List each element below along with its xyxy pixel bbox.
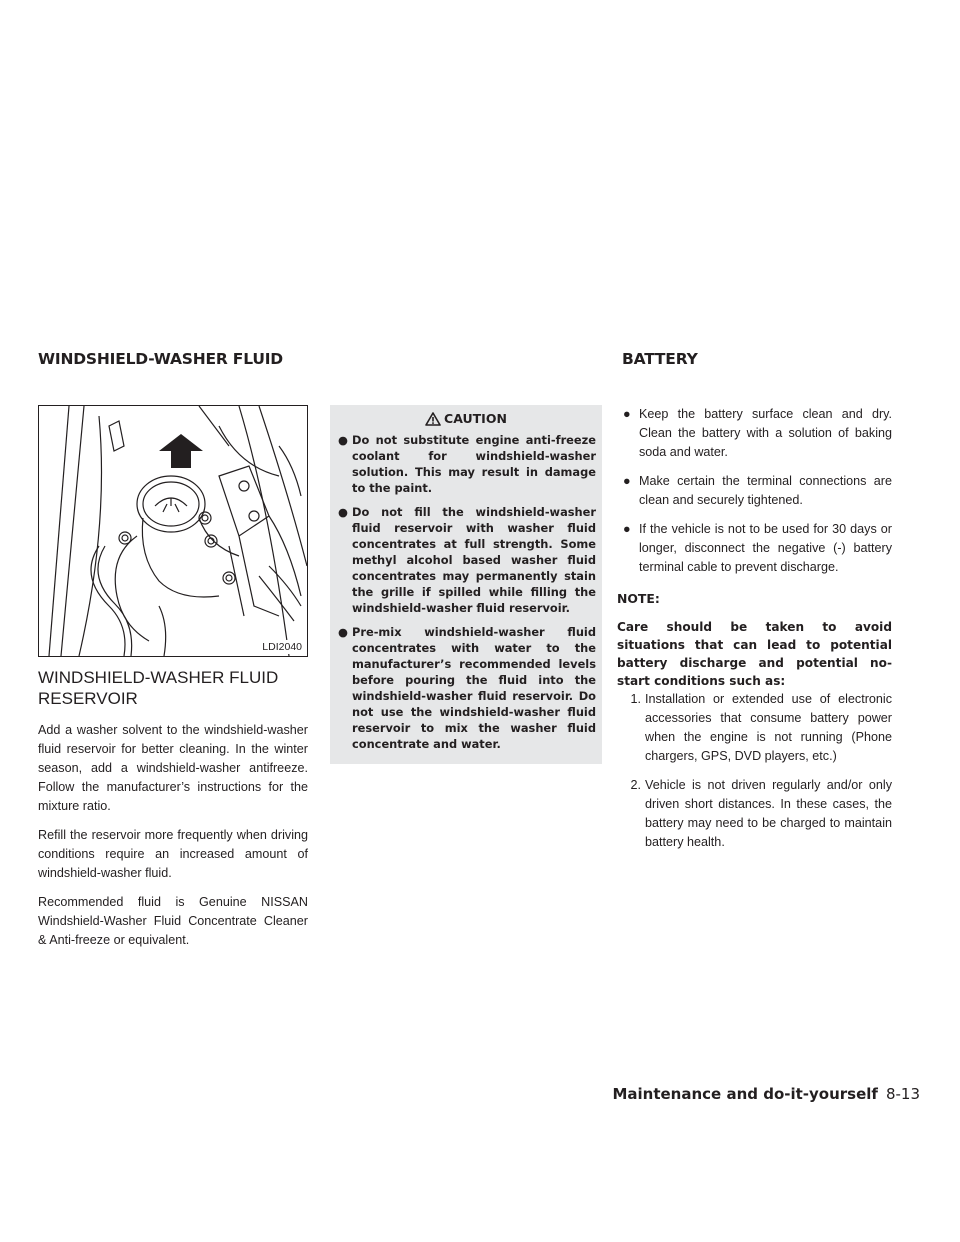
battery-bullet <box>617 405 892 462</box>
engine-bay-drawing <box>39 406 307 656</box>
caution-box <box>330 405 602 764</box>
bullet-icon: ● <box>623 407 631 421</box>
page-number: 8-13 <box>885 1085 920 1103</box>
caution-item-text: Do not substitute engine anti-freeze coolant for windshield-washer solution. This may result in damage to the paint. <box>352 433 596 495</box>
subsection-title: WINDSHIELD-WASHER FLUID RESERVOIR <box>38 668 279 708</box>
numbered-item-text: Installation or extended use of electronic accessories that consume battery power when the engine is not running (Phone chargers, GPS, DVD players, etc.) <box>645 692 892 763</box>
section-header-washer-fluid: WINDSHIELD-WASHER FLUID <box>38 350 283 368</box>
figure-label: LDI2040 <box>259 640 305 654</box>
item-number: 2. <box>630 778 641 792</box>
numbered-item <box>623 690 892 766</box>
battery-bullet-text: Keep the battery surface clean and dry. Clean the battery with a solution of baking soda and water. <box>639 407 892 459</box>
paragraph-add-solvent: Add a washer solvent to the windshield-washer fluid reservoir for better cleaning. In the winter season, add a windshield-washer antifreeze. Follow the manufacturer’s instructions for the mixture ratio. <box>38 723 308 813</box>
numbered-item <box>623 776 892 852</box>
battery-bullet <box>617 472 892 510</box>
caution-title: CAUTION <box>444 411 507 426</box>
page-footer <box>612 1085 920 1103</box>
column-washer-fluid <box>38 405 308 960</box>
section-header-battery: BATTERY <box>622 350 698 368</box>
paragraph-recommended-fluid: Recommended fluid is Genuine NISSAN Windshield-Washer Fluid Concentrate Cleaner & Anti-freeze or equivalent. <box>38 895 308 947</box>
note-text: Care should be taken to avoid situations that can lead to potential battery discharge and potential no-start conditions such as: <box>617 620 892 688</box>
note-title: NOTE: <box>617 591 660 606</box>
item-number: 1. <box>630 692 641 706</box>
bullet-icon: ● <box>338 625 348 639</box>
caution-item <box>330 432 602 496</box>
bullet-icon: ● <box>623 522 631 536</box>
paragraph-refill: Refill the reservoir more frequently when driving conditions require an increased amount of windshield-washer fluid. <box>38 828 308 880</box>
caution-item-text: Pre-mix windshield-washer fluid concentrates with water to the manufacturer’s recommended levels before pouring the fluid into the windshield-washer fluid reservoir. Do not use the windshield-washer fluid reservoir to mix the washer fluid concentrate and water. <box>352 625 596 751</box>
battery-bullet <box>617 520 892 577</box>
column-caution <box>330 405 600 764</box>
column-battery <box>617 405 892 862</box>
caution-item <box>330 504 602 616</box>
numbered-list <box>623 690 892 852</box>
bullet-icon: ● <box>623 474 631 488</box>
reservoir-illustration <box>38 405 308 657</box>
caution-header <box>330 405 602 432</box>
footer-section-title: Maintenance and do-it-yourself <box>612 1085 878 1103</box>
battery-bullet-text: If the vehicle is not to be used for 30 days or longer, disconnect the negative (-) battery terminal cable to prevent discharge. <box>639 522 892 574</box>
caution-item-text: Do not fill the windshield-washer fluid reservoir with washer fluid concentrates at full strength. Some methyl alcohol based washer fluid concentrates may permanently stain the grille if spilled while filling the windshield-washer fluid reservoir. <box>352 505 596 615</box>
bullet-icon: ● <box>338 505 348 519</box>
numbered-item-text: Vehicle is not driven regularly and/or only driven short distances. In these cases, the battery may need to be charged to maintain battery health. <box>645 778 892 849</box>
bullet-icon: ● <box>338 433 348 447</box>
warning-triangle-icon <box>425 412 441 426</box>
battery-bullet-text: Make certain the terminal connections are clean and securely tightened. <box>639 474 892 507</box>
caution-item <box>330 624 602 752</box>
